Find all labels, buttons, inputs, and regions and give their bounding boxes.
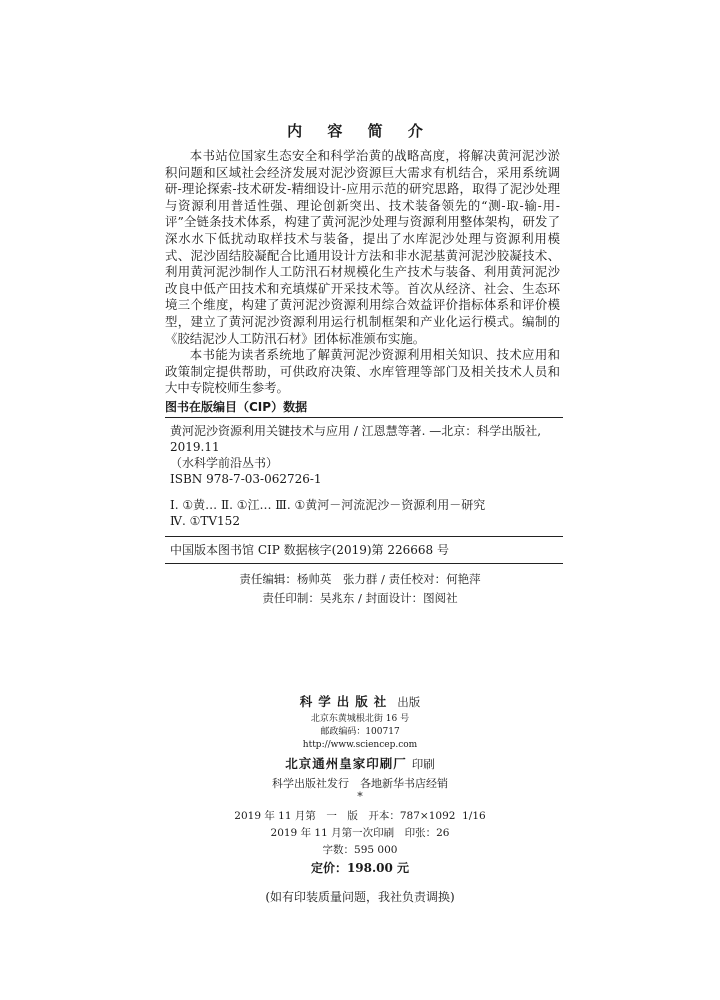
editorial-credits [0,570,720,608]
cip-verification: 中国版本图书馆 CIP 数据核字(2019)第 226668 号 [170,543,449,557]
printing-info: 2019 年 11 月第一次印刷 印张：26 [270,827,450,839]
edition-info: 2019 年 11 月第 一 版 开本：787×1092 1/16 [234,810,486,822]
cip-entry-date: 2019.11 [170,440,220,454]
printer-suffix: 印刷 [411,757,435,771]
cip-classification: Ⅰ. ①黄… Ⅱ. ①江… Ⅲ. ①黄河－河流泥沙－资源利用－研究 [170,498,486,512]
synopsis-title: 内 容 简 介 [287,122,433,140]
price: 定价：198.00 元 [310,861,410,875]
cip-classification-code: Ⅳ. ①TV152 [170,514,240,528]
divider-line [165,417,563,418]
quality-notice: (如有印装质量问题，我社负责调换) [265,890,455,904]
cip-entry [170,423,563,529]
separator-star: * [357,790,363,803]
cip-series: （水科学前沿丛书） [170,456,279,470]
publisher-suffix: 出版 [397,695,421,709]
divider-line [165,563,563,564]
publisher-website: http://www.sciencep.com [302,740,418,750]
word-count: 字数：595 000 [322,844,398,856]
printer-name: 北京通州皇家印刷厂 [285,756,407,771]
synopsis-paragraph: 本书站位国家生态安全和科学治黄的战略高度，将解决黄河泥沙淤积问题和区域社会经济发展对泥沙资源巨大需求有机结合，采用系统调研-理论探索-技术研发-精细设计-应用示范的研究思路，取得了泥沙处理与资源利用普适性强、理论创新突出、技术装备领先的“测-取-输-用-评”全链条技术体系，构建了黄河泥沙处理与资源利用整体架构，研发了深水水下低扰动取样技术与装备，提出了水库泥沙处理与资源利用模式、泥沙固结胶凝配合比通用设计方法和非水泥基黄河泥沙胶凝技术、利用黄河泥沙制作人工防汛石材规模化生产技术与装备、利用黄河泥沙改良中低产田技术和充填煤矿开采技术等。首次从经济、社会、生态环境三个维度，构建了黄河泥沙资源利用综合效益评价指标体系和评价模型，建立了黄河泥沙资源利用运行机制框架和产业化运行模式。编制的《胶结泥沙人工防汛石材》团体标准颁布实施。 [165,148,560,346]
synopsis-paragraph: 本书能为读者系统地了解黄河泥沙资源利用相关知识、技术应用和政策制定提供帮助，可供政府决策、水库管理等部门及相关技术人员和大中专院校师生参考。 [165,347,560,396]
publisher-postcode: 邮政编码：100717 [320,727,400,737]
cip-isbn: ISBN 978-7-03-062726-1 [170,472,322,486]
cip-entry-title: 黄河泥沙资源利用关键技术与应用 / 江恩慧等著. —北京：科学出版社, [170,424,542,438]
synopsis-body [165,148,560,397]
production-credit: 责任印制：吴兆东 / 封面设计：图阅社 [262,591,458,605]
distribution: 科学出版社发行 各地新华书店经销 [272,777,448,790]
divider-line [165,536,563,537]
editor-credit: 责任编辑：杨帅英 张力群 / 责任校对：何艳萍 [239,572,481,586]
publisher-name: 科学出版社 [299,694,393,709]
publisher-address: 北京东黄城根北街 16 号 [310,714,410,724]
cip-header: 图书在版编目（CIP）数据 [165,400,308,414]
publisher-info [0,690,720,908]
